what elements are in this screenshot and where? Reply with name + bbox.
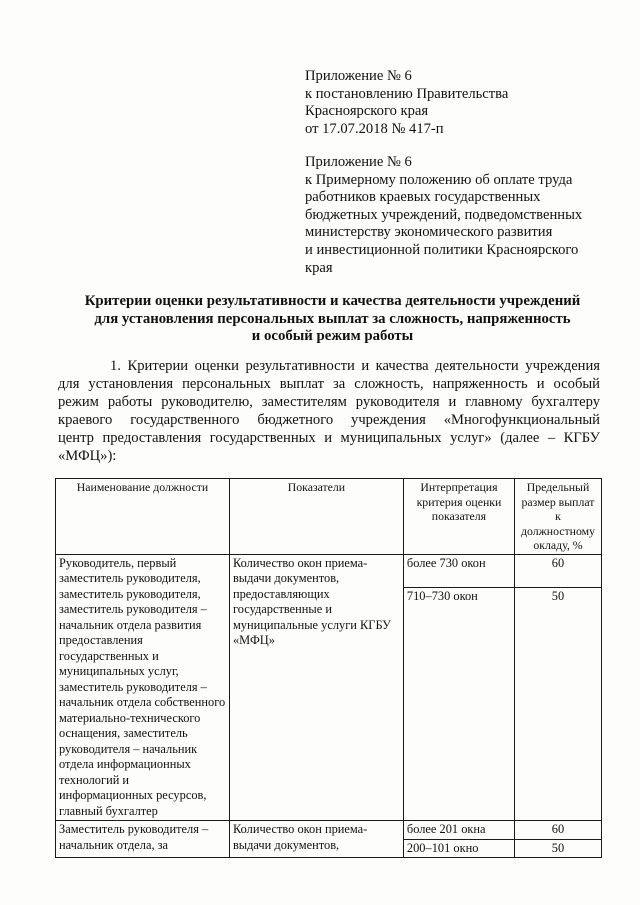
position-cell: Заместитель руководителя – начальник отдела, за xyxy=(56,821,230,858)
annex-line: бюджетных учреждений, подведомственных xyxy=(305,206,583,223)
title-line: для установления персональных выплат за сложность, напряженность xyxy=(94,310,571,327)
header-position: Наименование должности xyxy=(56,479,230,555)
annex-line: и инвестиционной политики Красноярского xyxy=(305,241,579,258)
document-title xyxy=(40,293,625,346)
indicator-cell: Количество окон приема-выдачи документов, предоставляющих государственные и муниципальные услуги КГБУ «МФЦ» xyxy=(229,554,403,821)
annex-reference-government-resolution xyxy=(305,68,508,138)
paragraph-line: центр предоставления государственных и муниципальных услуг» (далее – КГБУ xyxy=(58,430,600,446)
annex-line: к постановлению Правительства xyxy=(305,85,509,102)
annex-line: от 17.07.2018 № 417-п xyxy=(305,120,444,137)
header-indicators: Показатели xyxy=(229,479,403,555)
criteria-table xyxy=(55,478,602,858)
annex-line: работников краевых государственных xyxy=(305,189,541,206)
interpretation-cell: более 201 окна xyxy=(403,821,514,840)
value-cell: 60 xyxy=(514,821,601,840)
position-cell: Руководитель, первый заместитель руководителя, заместитель руководителя, заместитель руководителя – начальник отдела развития предоставления государственных и муниципальных услуг, заместитель руководителя – начальник отдела собственного материально-технического оснащения, заместитель руководителя – начальник отдела информационных технологий и информационных ресурсов, главный бухгалтер xyxy=(56,554,230,821)
annex-line: края xyxy=(305,259,333,276)
table-row xyxy=(56,554,602,587)
paragraph-line: «МФЦ»): xyxy=(58,448,117,464)
annex-line: Приложение № 6 xyxy=(305,68,412,84)
annex-reference-model-regulation xyxy=(305,154,582,277)
title-line: Критерии оценки результативности и качества деятельности учреждений xyxy=(84,293,581,309)
paragraph-line: 1. Критерии оценки результативности и качества деятельности учреждения xyxy=(110,358,600,374)
value-cell: 60 xyxy=(514,554,601,587)
annex-line: к Примерному положению об оплате труда xyxy=(305,171,573,188)
title-line: и особый режим работы xyxy=(251,328,414,344)
annex-line: Красноярского края xyxy=(305,103,429,120)
paragraph-line: краевого государственного бюджетного учреждения «Многофункциональный xyxy=(58,412,600,428)
value-cell: 50 xyxy=(514,587,601,821)
interpretation-cell: 710–730 окон xyxy=(403,587,514,821)
intro-paragraph xyxy=(58,357,600,465)
paragraph-line: для установления персональных выплат за сложность, напряженность и особый xyxy=(58,376,600,392)
interpretation-cell: 200–101 окно xyxy=(403,839,514,858)
interpretation-cell: более 730 окон xyxy=(403,554,514,587)
paragraph-line: режим работы руководителю, заместителям руководителя и главному бухгалтеру xyxy=(58,394,600,410)
annex-line: Приложение № 6 xyxy=(305,154,412,170)
header-interpretation: Интерпретация критерия оценки показателя xyxy=(403,479,514,555)
header-max-size: Предельный размер выплат к должностному окладу, % xyxy=(514,479,601,555)
indicator-cell: Количество окон приема-выдачи документов, xyxy=(229,821,403,858)
table-header-row xyxy=(56,479,602,555)
annex-line: министерству экономического развития xyxy=(305,224,553,241)
table-row xyxy=(56,821,602,840)
value-cell: 50 xyxy=(514,839,601,858)
